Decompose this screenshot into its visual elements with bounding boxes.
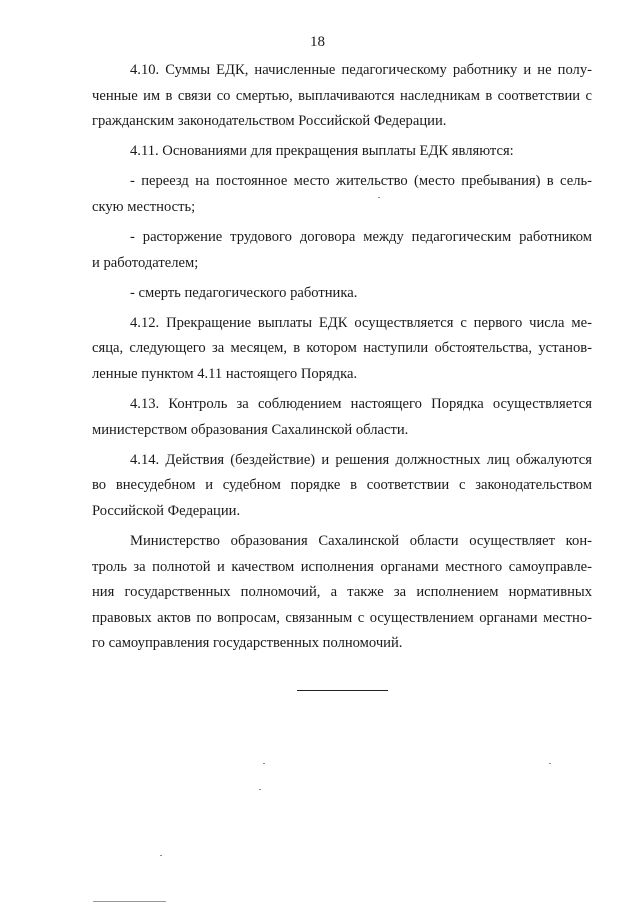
text-line: скую местность;: [92, 198, 196, 215]
text-line: - расторжение трудового договора между педагогическим работником: [130, 229, 592, 246]
scan-speck: [160, 855, 162, 856]
text-line: Российской Федерации.: [92, 503, 241, 519]
paragraph-4-14: [92, 448, 592, 525]
scan-speck: [549, 763, 551, 764]
text-line: сяца, следующего за месяцем, в котором наступили обстоятельства, установ-: [92, 340, 592, 357]
text-line: 4.14. Действия (бездействие) и решения должностных лиц обжалуются: [130, 451, 592, 468]
text-line: ченные им в связи со смертью, выплачиваются наследникам в соответствии с: [92, 87, 592, 104]
text-line: троль за полнотой и качеством исполнения органами местного самоуправле-: [92, 558, 592, 575]
paragraph-4-13: [92, 392, 592, 443]
text-line: министерством образования Сахалинской области.: [92, 421, 409, 438]
scan-speck: [259, 789, 261, 790]
text-line: гражданским законодательством Российской Федерации.: [92, 113, 447, 130]
scan-speck: [378, 197, 380, 198]
text-line: 4.12. Прекращение выплаты ЕДК осуществляется с первого числа ме-: [130, 314, 592, 331]
paragraph-4-11: [92, 139, 592, 165]
text-line: - смерть педагогического работника.: [130, 284, 358, 301]
text-line: ленные пунктом 4.11 настоящего Порядка.: [92, 366, 358, 383]
text-line: 4.11. Основаниями для прекращения выплаты ЕДК являются:: [130, 143, 514, 160]
closing-rule: [297, 690, 388, 691]
text-line: во внесудебном и судебном порядке в соответствии с законодательством: [92, 477, 592, 494]
text-line: 4.13. Контроль за соблюдением настоящего Порядка осуществляется: [130, 396, 592, 413]
scan-speck: [263, 763, 265, 764]
text-line: Министерство образования Сахалинской области осуществляет кон-: [130, 533, 592, 550]
paragraph-4-12: [92, 311, 592, 388]
paragraph-4-10: [92, 58, 592, 135]
text-line: 4.10. Суммы ЕДК, начисленные педагогическому работнику и не полу-: [130, 62, 592, 78]
list-item-death: [92, 281, 592, 307]
text-line: - переезд на постоянное место жительство (место пребывания) в сель-: [130, 173, 592, 190]
text-line: и работодателем;: [92, 254, 199, 271]
text-line: правовых актов по вопросам, связанным с осуществлением органами местно-: [92, 609, 592, 626]
text-line: го самоуправления государственных полномочий.: [92, 635, 403, 652]
list-item-termination: [92, 225, 592, 276]
document-body: [92, 58, 592, 662]
page-number: 18: [310, 34, 325, 50]
list-item-relocation: [92, 169, 592, 220]
scan-edge-line: [93, 901, 166, 902]
text-line: ния государственных полномочий, а также за исполнением нормативных: [92, 584, 592, 601]
paragraph-closing-control: [92, 529, 592, 657]
